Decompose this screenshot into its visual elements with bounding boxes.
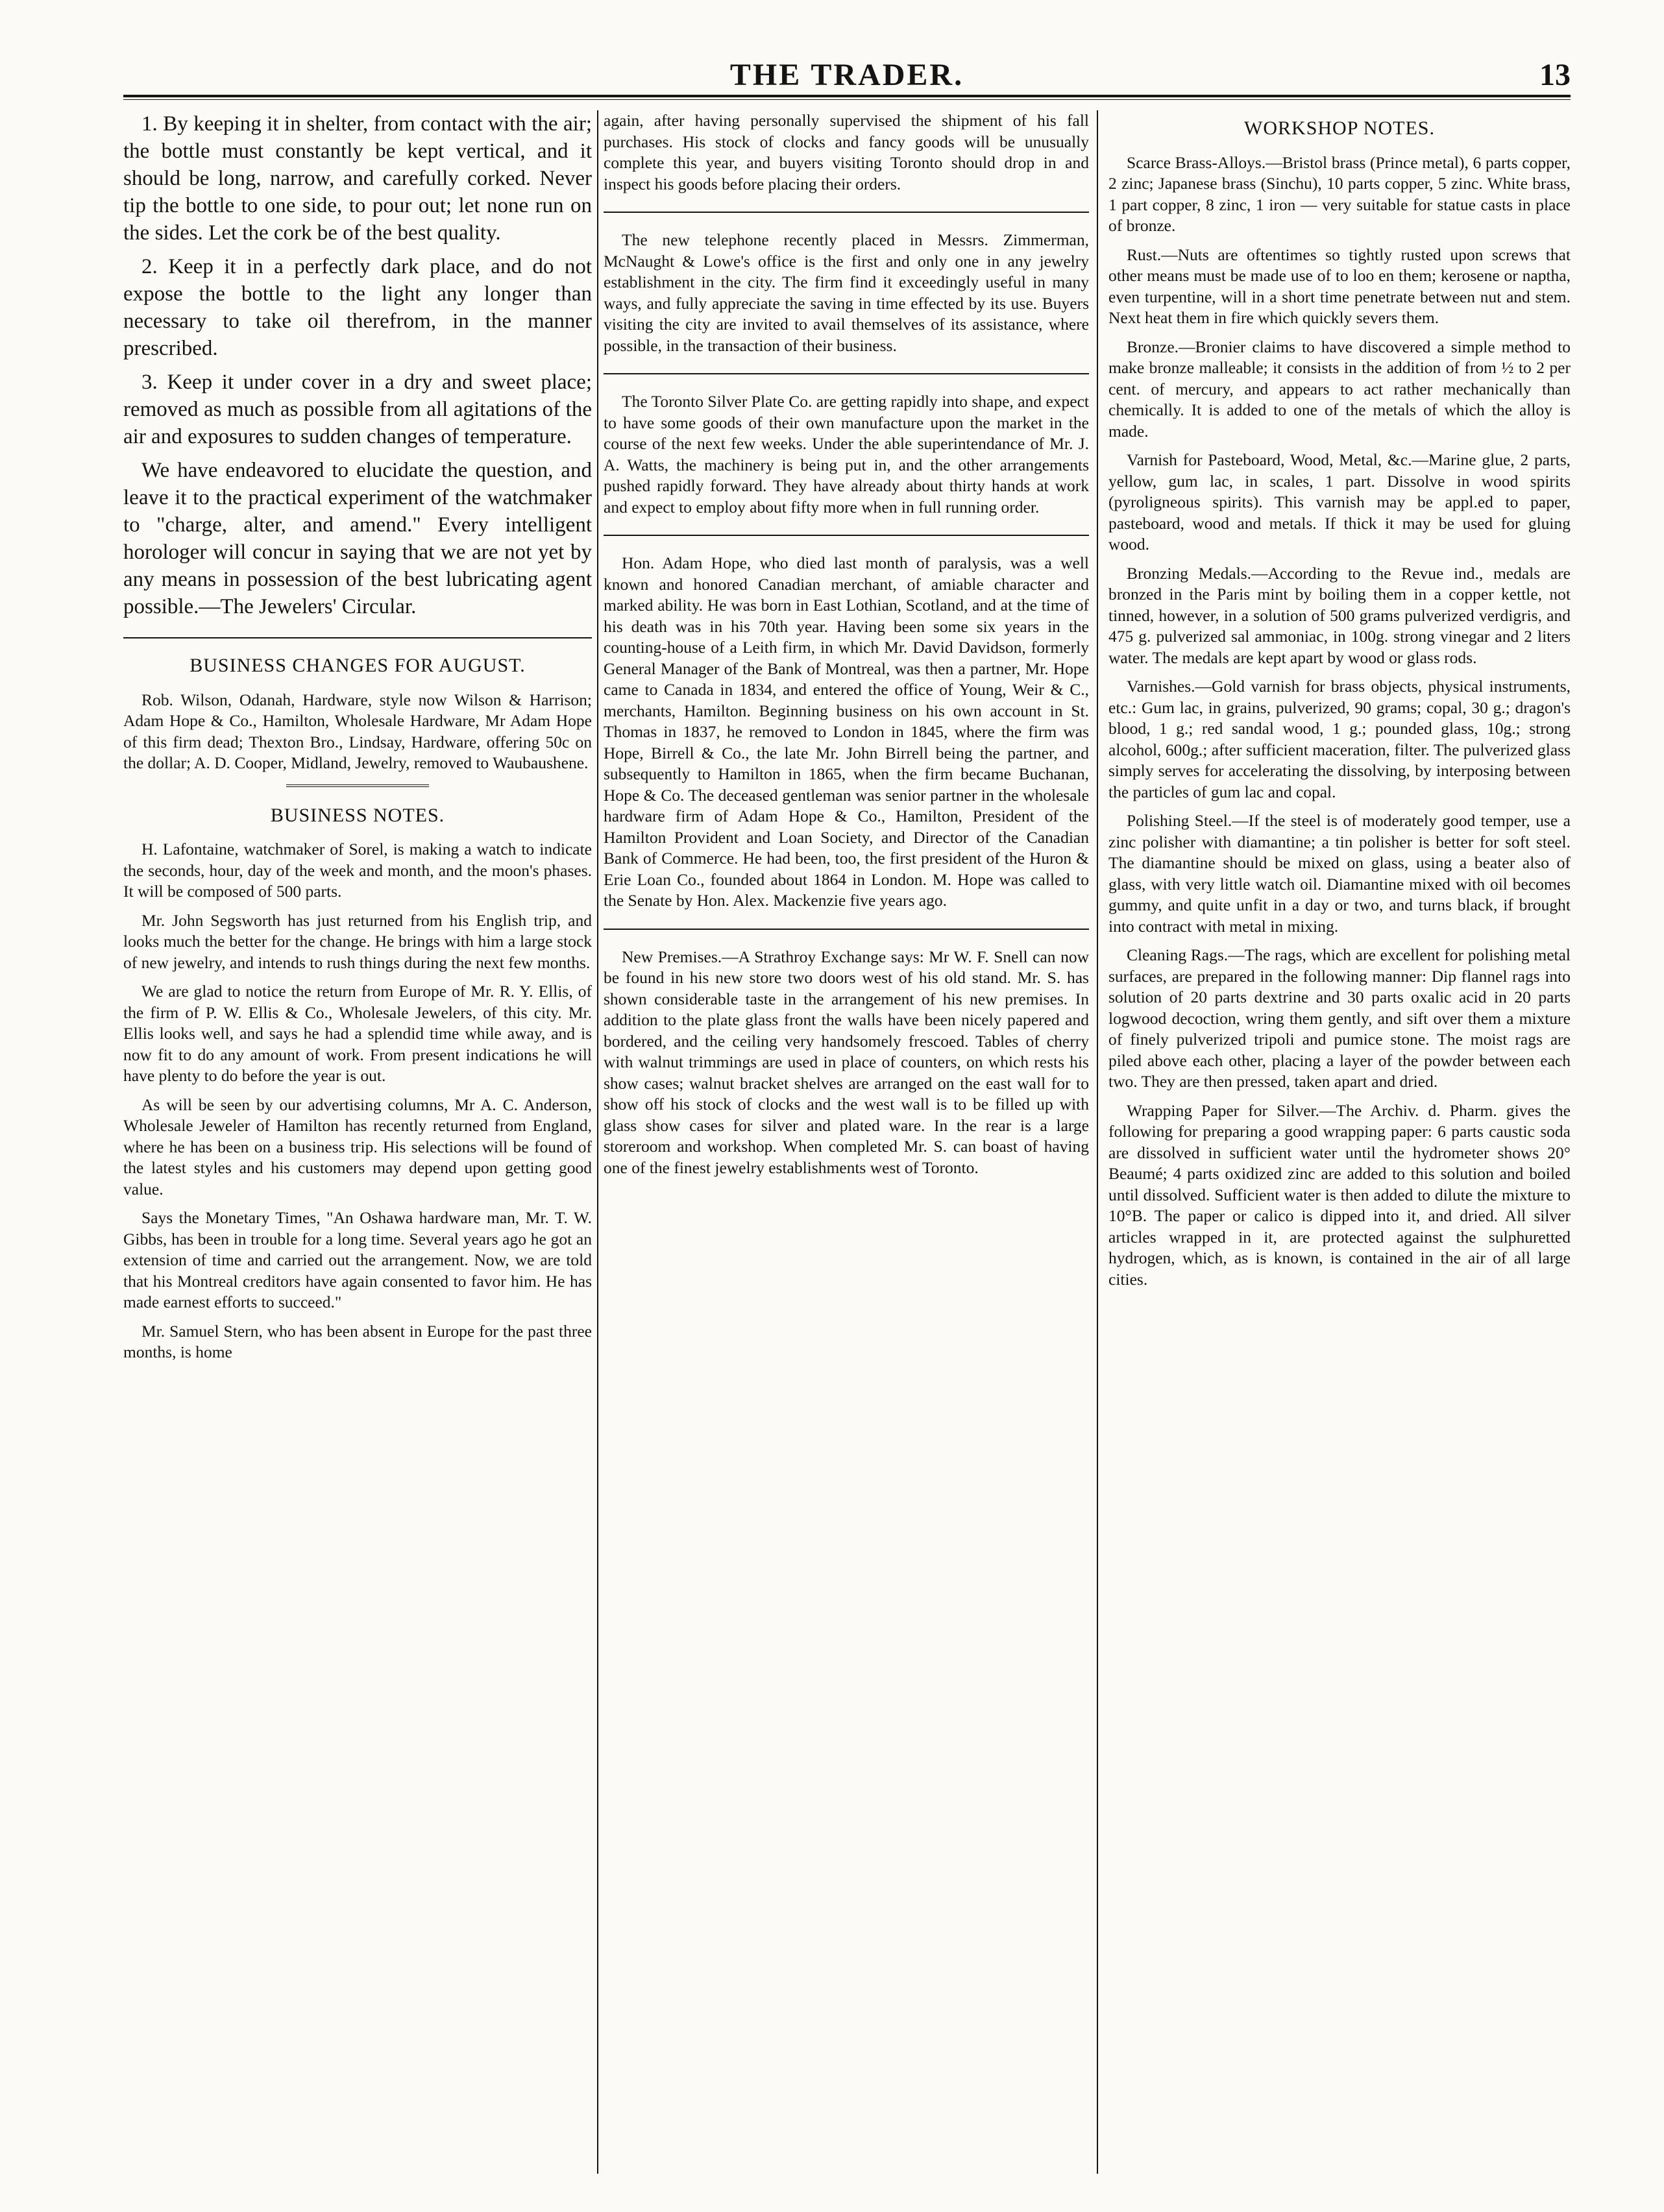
note-paragraph: The Toronto Silver Plate Co. are getting rapidly into shape, and expect to have some goods of their own manufacture upon the market in the course of the next few weeks. Under the able superintendance of Mr. J. A. Watts, the machinery is being put in, and the other arrangements pushed rapidly forward. They have already about thirty hands at work and expect to employ about fifty more when in full running order. [604,392,1089,517]
page-number: 13 [1539,58,1571,92]
column-3 [1108,110,1571,2187]
article-paragraph: 1. By keeping it in shelter, from contact with the air; the bottle must constantly be kept vertical, and it should be long, narrow, and carefully corked. Never tip the bottle to one side, to pour out; let none run on the sides. Let the cork be of the best quality. [123,112,592,245]
workshop-notes-heading: WORKSHOP NOTES. [1244,117,1435,139]
workshop-note: Bronzing Medals.—According to the Revue ind., medals are bronzed in the Paris mint by boiling them in a copper kettle, not tinned, however, in a solution of 500 grams pulverized verdigris, and 475 g. pulverized sal ammoniac, in 100g. strong vinegar and 2 liters water. The medals are kept apart by wood or glass rods. [1108,563,1571,667]
workshop-note: Bronze.—Bronier claims to have discovered a simple method to make bronze malleable; it consists in the addition of from ½ to 2 per cent. of mercury, and appears to act rather mechanically than chemically. It is added to one of the metals of which the alloy is made. [1108,337,1571,441]
business-changes-text: Rob. Wilson, Odanah, Hardware, style now Wilson & Harrison; Adam Hope & Co., Hamilton, Wholesale Hardware, Mr Adam Hope of this firm dead; Thexton Bro., Lindsay, Hardware, offering 50c on the dollar; A. D. Cooper, Midland, Jewelry, removed to Waubaushene. [123,690,592,772]
article-paragraph: 2. Keep it in a perfectly dark place, and do not expose the bottle to the light any longer than necessary to take oil therefrom, in the manner prescribed. [123,255,592,360]
masthead-rule [123,95,1571,100]
column-2 [604,110,1089,2187]
note-paragraph: Hon. Adam Hope, who died last month of paralysis, was a well known and honored Canadian merchant, of amiable character and marked ability. He was born in East Lothian, Scotland, and at the time of his death was in his 70th year. Having been some six years in the counting-house of a Leith firm, in which Mr. David Davidson, formerly General Manager of the Bank of Montreal, was then a partner, Mr. Hope came to Canada in 1834, and entered the office of Young, Weir & C., merchants, Hamilton. Beginning business on his own account in St. Thomas in 1837, he removed to London in 1845, where the firm was Hope, Birrell & Co., the late Mr. John Birrell being the partner, and subsequently to Hamilton in 1865, when the firm became Buchanan, Hope & Co. The deceased gentleman was senior partner in the wholesale hardware firm of Adam Hope & Co., Hamilton, President of the Hamilton Provident and Loan Society, and Director of the Canadian Bank of Commerce. He had been, too, the first president of the Huron & Erie Loan Co., founded about 1864 in London. M. Hope was called to the Senate by Hon. Alex. Mackenzie five years ago. [604,553,1089,910]
business-changes-heading: BUSINESS CHANGES FOR AUGUST. [190,655,526,676]
workshop-note: Polishing Steel.—If the steel is of moderately good temper, use a zinc polisher with diamantine; a tin polisher is better for soft steel. The diamantine should be mixed on glass, using a beater also of glass, with very little watch oil. Diamantine mixed with oil becomes gummy, and quite unfit in a day or two, and turns black, if brought into contract with metal in mixing. [1108,811,1571,936]
note-paragraph: Says the Monetary Times, "An Oshawa hardware man, Mr. T. W. Gibbs, has been in trouble for a long time. Several years ago he got an extension of time and carried out the arrangement. Now, we are told that his Montreal creditors have again consented to favor him. He has made earnest efforts to succeed." [123,1208,592,1311]
note-paragraph: We are glad to notice the return from Europe of Mr. R. Y. Ellis, of the firm of P. W. Ellis & Co., Wholesale Jewelers, of this city. Mr. Ellis looks well, and says he had a splendid time while away, and is now fit to do any amount of work. From present indications he will have plenty to do before the year is out. [123,982,592,1085]
masthead-title: THE TRADER. [729,58,964,92]
section-divider [604,929,1089,930]
note-paragraph: New Premises.—A Strathroy Exchange says: Mr W. F. Snell can now be found in his new store two doors west of his old stand. Mr. S. has shown considerable taste in the arrangement of his new premises. In addition to the plate glass front the walls have been nicely papered and bordered, and the ceiling very handsomely frescoed. Tables of cherry with walnut trimmings are used in place of counters, on which rests his show cases; walnut bracket shelves are arranged on the east wall for to show off his stock of clocks and the west wall is to be filled up with glass show cases for silver and plated ware. In the rear is a large storeroom and workshop. When completed Mr. S. can boast of having one of the finest jewelry establishments west of Toronto. [604,947,1089,1177]
masthead [123,57,1571,96]
note-paragraph: As will be seen by our advertising columns, Mr A. C. Anderson, Wholesale Jeweler of Hamilton has recently returned from England, where he has been on a business trip. His selections will be found of the latest styles and his customers may depend upon getting good value. [123,1095,592,1198]
section-ornament-rule [286,784,429,788]
workshop-note: Rust.—Nuts are oftentimes so tightly rusted upon screws that other means must be made use of to loo en them; kerosene or naptha, even turpentine, will in a short time penetrate between nut and stem. Next heat them in fire which quickly severs them. [1108,245,1571,327]
workshop-note: Varnish for Pasteboard, Wood, Metal, &c.—Marine glue, 2 parts, yellow, gum lac, in scales, 1 part. Dissolve in wood spirits (pyroligneous spirits). This varnish may be appl.ed to paper, pasteboard, wood and metals. If thick it may be used for gluing wood. [1108,450,1571,553]
column-rule-1 [597,110,598,2174]
section-divider [123,637,592,638]
note-paragraph: Mr. Samuel Stern, who has been absent in Europe for the past three months, is home [123,1321,592,1361]
note-paragraph: The new telephone recently placed in Messrs. Zimmerman, McNaught & Lowe's office is the first and only one in any jewelry establishment in the city. The firm find it exceedingly useful in many ways, and fully appreciate the saving in time effected by its use. Buyers visiting the city are invited to avail themselves of its assistance, where possible, in the transaction of their business. [604,230,1089,355]
workshop-note: Wrapping Paper for Silver.—The Archiv. d. Pharm. gives the following for preparing a good wrapping paper: 6 parts caustic soda are dissolved in sufficient water until the hydrometer shows 20° Beaumé; 4 parts oxidized zinc are added to this solution and boiled until dissolved. Sufficient water is then added to dilute the mixture to 10°B. The paper or calico is dipped into it, and dried. All silver articles wrapped in it, are protected against the sulphuretted hydrogen, which, as is known, is contained in the air of all large cities. [1108,1100,1571,1289]
workshop-note: Cleaning Rags.—The rags, which are excellent for polishing metal surfaces, are prepared in the following manner: Dip flannel rags into solution of 20 parts dextrine and 30 parts oxalic acid in 20 parts logwood decoction, wring them gently, and sift over them a mixture of finely pulverized tripoli and pumice stone. The moist rags are piled above each other, placing a layer of the powder between each two. They are then pressed, taken apart and dried. [1108,945,1571,1091]
note-paragraph: Mr. John Segsworth has just returned from his English trip, and looks much the better for the change. He brings with him a large stock of new jewelry, and intends to rush things during the next few months. [123,910,592,972]
note-paragraph: again, after having personally supervised the shipment of his fall purchases. His stock of clocks and fancy goods will be unusually complete this year, and buyers visiting Toronto should drop in and inspect his goods before placing their orders. [604,111,1089,193]
article-paragraph: 3. Keep it under cover in a dry and sweet place; removed as much as possible from all agitations of the air and exposures to sudden changes of temperature. [123,371,592,448]
column-1 [123,110,592,2187]
business-notes-heading: BUSINESS NOTES. [270,804,445,826]
section-divider [604,212,1089,213]
workshop-note: Scarce Brass-Alloys.—Bristol brass (Prince metal), 6 parts copper, 2 zinc; Japanese brass (Sinchu), 10 parts copper, 5 zinc. White brass, 1 part copper, 8 zinc, 1 iron — very suitable for statue casts in place of bronze. [1108,152,1571,235]
note-paragraph: H. Lafontaine, watchmaker of Sorel, is making a watch to indicate the seconds, hour, day of the week and month, and the moon's phases. It will be composed of 500 parts. [123,840,592,901]
column-rule-2 [1097,110,1098,2174]
section-divider [604,373,1089,374]
section-divider [604,535,1089,536]
workshop-note: Varnishes.—Gold varnish for brass objects, physical instruments, etc.: Gum lac, in grains, pulverized, 90 grams; copal, 30 g.; dragon's blood, 1 g.; red sandal wood, 1 g.; pounded glass, 10g.; strong alcohol, 600g.; after sufficient maceration, filter. The pulverized glass simply serves for accelerating the dissolving, by interposing between the particles of gum lac and copal. [1108,677,1571,801]
article-paragraph: We have endeavored to elucidate the question, and leave it to the practical experiment of the watchmaker to "charge, alter, and amend." Every intelligent horologer will concur in saying that we are not yet by any means in possession of the best lubricating agent possible.—The Jewelers' Circular. [123,459,592,618]
